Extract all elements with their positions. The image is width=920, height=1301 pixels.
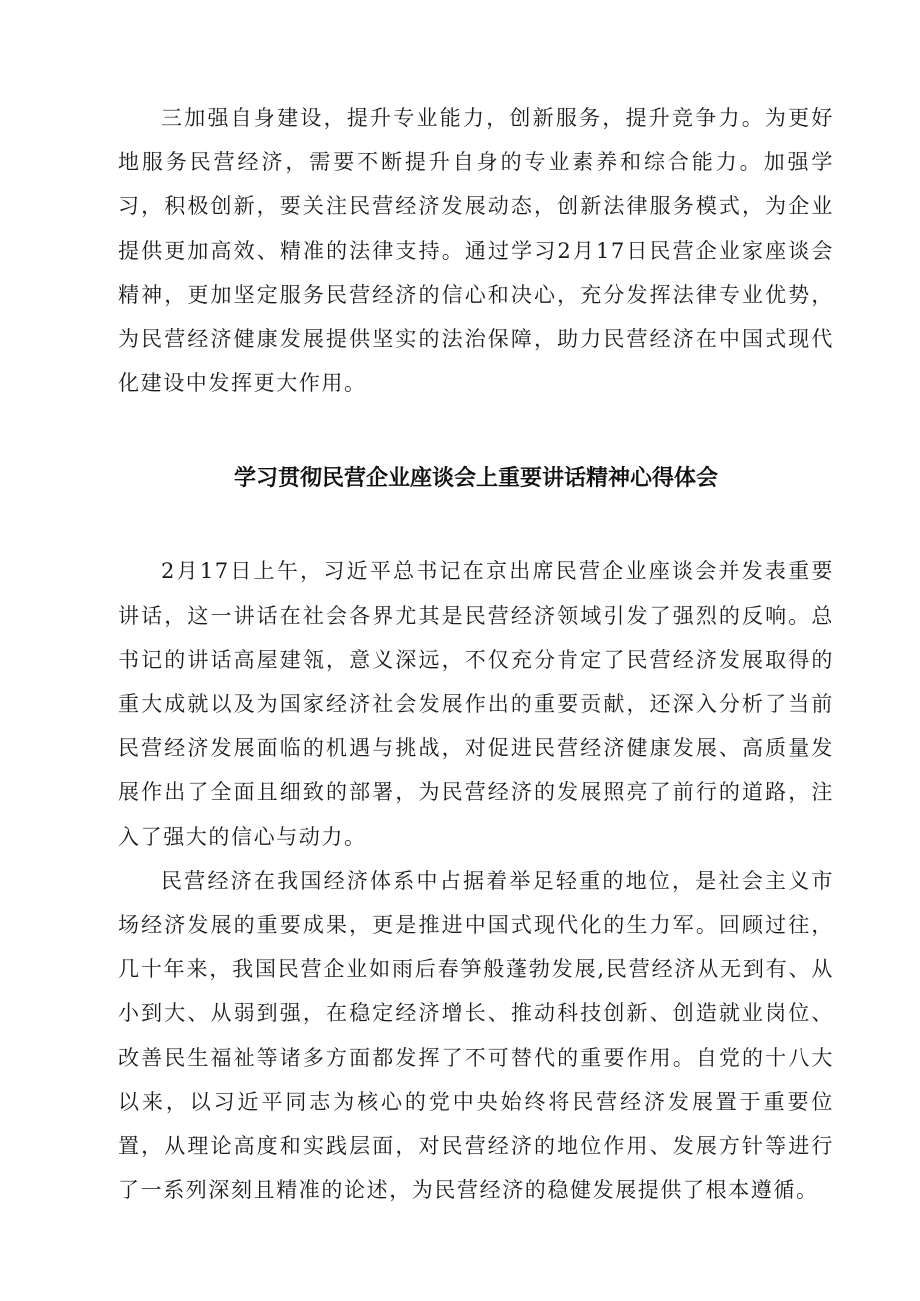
intro-paragraph: 三加强自身建设，提升专业能力，创新服务，提升竞争力。为更好地服务民营经济，需要不断提升自身的专业素养和综合能力。加强学习，积极创新，要关注民营经济发展动态，创新法律服务模式，为企业提供更加高效、精准的法律支持。通过学习2月17日民营企业家座谈会精神，更加坚定服务民营经济的信心和决心，充分发挥法律专业优势，为民营经济健康发展提供坚实的法治保障，助力民营经济在中国式现代化建设中发挥更大作用。 (118, 106, 834, 396)
document-page (118, 96, 834, 1212)
spacer (118, 494, 834, 549)
body-paragraph-2: 民营经济在我国经济体系中占据着举足轻重的地位，是社会主义市场经济发展的重要成果，更是推进中国式现代化的生力军。回顾过往，几十年来，我国民营企业如雨后春笋般蓬勃发展,民营经济从无到有、从小到大、从弱到强，在稳定经济增长、推动科技创新、创造就业岗位、改善民生福祉等诸多方面都发挥了不可替代的重要作用。自党的十八大以来，以习近平同志为核心的党中央始终将民营经济发展置于重要位置，从理论高度和实践层面，对民营经济的地位作用、发展方针等进行了一系列深刻且精准的论述，为民营经济的稳健发展提供了根本遵循。 (118, 868, 834, 1203)
section-title: 学习贯彻民营企业座谈会上重要讲话精神心得体会 (233, 466, 718, 492)
body-paragraph-1: 2月17日上午，习近平总书记在京出席民营企业座谈会并发表重要讲话，这一讲话在社会各界尤其是民营经济领域引发了强烈的反响。总书记的讲话高屋建瓴，意义深远，不仅充分肯定了民营经济发展取得的重大成就以及为国家经济社会发展作出的重要贡献，还深入分析了当前民营经济发展面临的机遇与挑战，对促进民营经济健康发展、高质量发展作出了全面且细致的部署，为民营经济的发展照亮了前行的道路，注入了强大的信心与动力。 (118, 559, 834, 849)
spacer (118, 405, 834, 464)
